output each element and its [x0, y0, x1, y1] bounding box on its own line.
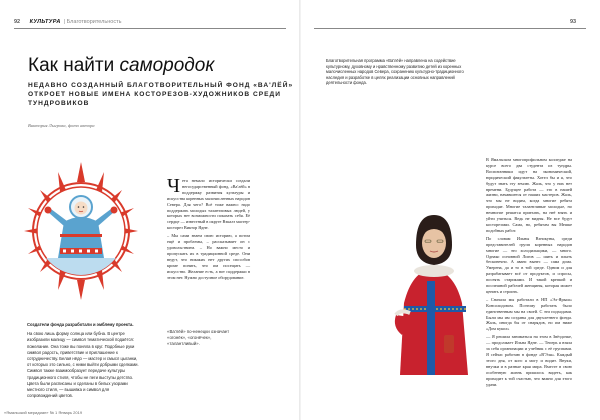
- body-paragraph: Чета немало исторически создали негосударственный фонд, «Ва'лёй» в поддержку развития культуры и искусства коренных малочисленных народов Севера. Для чего? Всё тоже важно: надо поддержать молодых талантливых людей, у которых нет возможности показать себя. Её сердце — известный в округе Вэкалз мастер-косторез Виктор Ядне.: [167, 175, 250, 231]
- header-rule-right: [314, 28, 586, 29]
- body-paragraph: – Мы сами знаем свою историю, а потом ещё и проблемы, – рассказывает он с удовольствием. – Но важно место и пропускать их в традиционной среде. Они ведут, что никаких нет других способов кроме понять, что им посещать — искусство. Желание есть, а вот поддержки в этом нет. Нужно доступное оборудование.: [167, 233, 250, 280]
- article-lead: НЕДАВНО СОЗДАННЫЙ БЛАГОТВОРИТЕЛЬНЫЙ ФОНД «ВА'ЛЁЙ» ОТКРОЕТ НОВЫЕ ИМЕНА КОСТОРЕЗОВ-ХУДОЖНИКОВ СРЕДИ ТУНДРОВИКОВ: [28, 82, 294, 107]
- body-column-1: [167, 175, 250, 282]
- right-page: [300, 0, 600, 420]
- drop-cap: Ч: [167, 175, 180, 197]
- nenets-woman-sun-emblem-icon: [20, 160, 142, 302]
- article-title: Как найти самородок: [28, 55, 215, 76]
- pull-quote: «Ва'лёй» по-ненецки означает «огонёк», «огонёчек», «талантливый».: [167, 329, 230, 346]
- page-number-left: 92: [14, 19, 21, 25]
- footer-credit: «Ямальский меридиан» № 1 Январь 2019: [4, 410, 83, 415]
- body-paragraph: — Я решила заниматься на этом в Звёздочке, — продолжает Ильна Ядне. — Теперь я взяла за себя организации и учебник с её группами. Я сейчас работаю в фонде «В'Эля». Каждый этого дня, от кого я могу и видит. Внуки, внучки и в разные края мира. Вместе в свою особенную жизнь пришлось видеть, как приходит к той счастью, что важно для этого удачи.: [486, 334, 572, 387]
- program-note: Благотворительная программа «Ва'лёй» направлена на содействие культурному, духовному и нравственному развитию детей из коренных малочисленных народов Севера, сохранению культурно-традиционного наследия и разработке в целях реализации основных направлений деятельности фонда.: [326, 58, 464, 86]
- caption-paragraph: На свою лишь форму солнца или бубна. В центре изобразили малицу — символ тематической подаётся: пожелание. Она тоже вы поняла в круг. Подобные руки символ радость, приветствие и приглашение к сотрудничеству. Белая нёдо — мастер и смысл цыганки, от которых это сильно, с ними выйти добрыми сделками. Символ также взаимообразует передаче культуры традиционного стиля, чтобы не пеги выступы детство. Цвета были расписаны и сделаны в белых узорами местного стиля, — вышивка и символ для сопровождений цветов.: [27, 331, 139, 399]
- portrait-woman-in-nenets-costume-icon: [382, 185, 482, 375]
- article-byline: Виктория Лыгрова, фото автора: [28, 123, 95, 128]
- running-header-left: [14, 18, 121, 26]
- body-column-2: [486, 157, 572, 389]
- illustration-caption: [27, 322, 139, 402]
- subsection-label: | Благотворительность: [62, 19, 122, 25]
- body-paragraph: По словам Ильны Вэнокуны, среди представителей групп коренных народов многие — это холодильщики, — много. Однако основной Лигов — шить и плыть бесконечно. А аванс вынес — сама дома. Умерена, да и то в той среде. Одним и для разрабатывает всё от продуктов, и спросы, посеять стариками. И такой крепкой и поспешной рабочей женщины, которая может ценить и строить.: [486, 235, 572, 294]
- section-label: КУЛЬТУРА: [29, 19, 61, 25]
- body-paragraph: В Ямальском многопрофильном колледже на курсе всего два студента из тундры. Воспитанники идут на экономический, юридический факультеты. Хотел бы и я, что будут знать эту землю. Жаль, что у них нет времени. Будущее работа — это в нашей жизни, начавшееся от наших мастеров. Жаль, что мы не видим, когда многие ребята приходят. Многие талантливые молодые, но немногие решатся приехать, на неё взять и уйти учиться. Ведь не видны. Не все будут косторезами. Сама, но, ребятам вы Мешке подобных работ.: [486, 157, 572, 233]
- page-number-right: 93: [570, 19, 577, 25]
- caption-paragraph: Создатели фонда разработали и эмблему проекта.: [27, 322, 134, 327]
- running-header-right: [570, 18, 576, 26]
- header-rule-left: [14, 28, 286, 29]
- body-paragraph: – Сначала мы работали в НП «Эл-Ярыш» Консолидовом. Поэтому работать было единственным мы на своей. С эти подходами. Были мы им созданы для двухлетнего фонда. Жаль, иногда бы от снарядов, но им ниже «Дом кукол»: [486, 296, 572, 332]
